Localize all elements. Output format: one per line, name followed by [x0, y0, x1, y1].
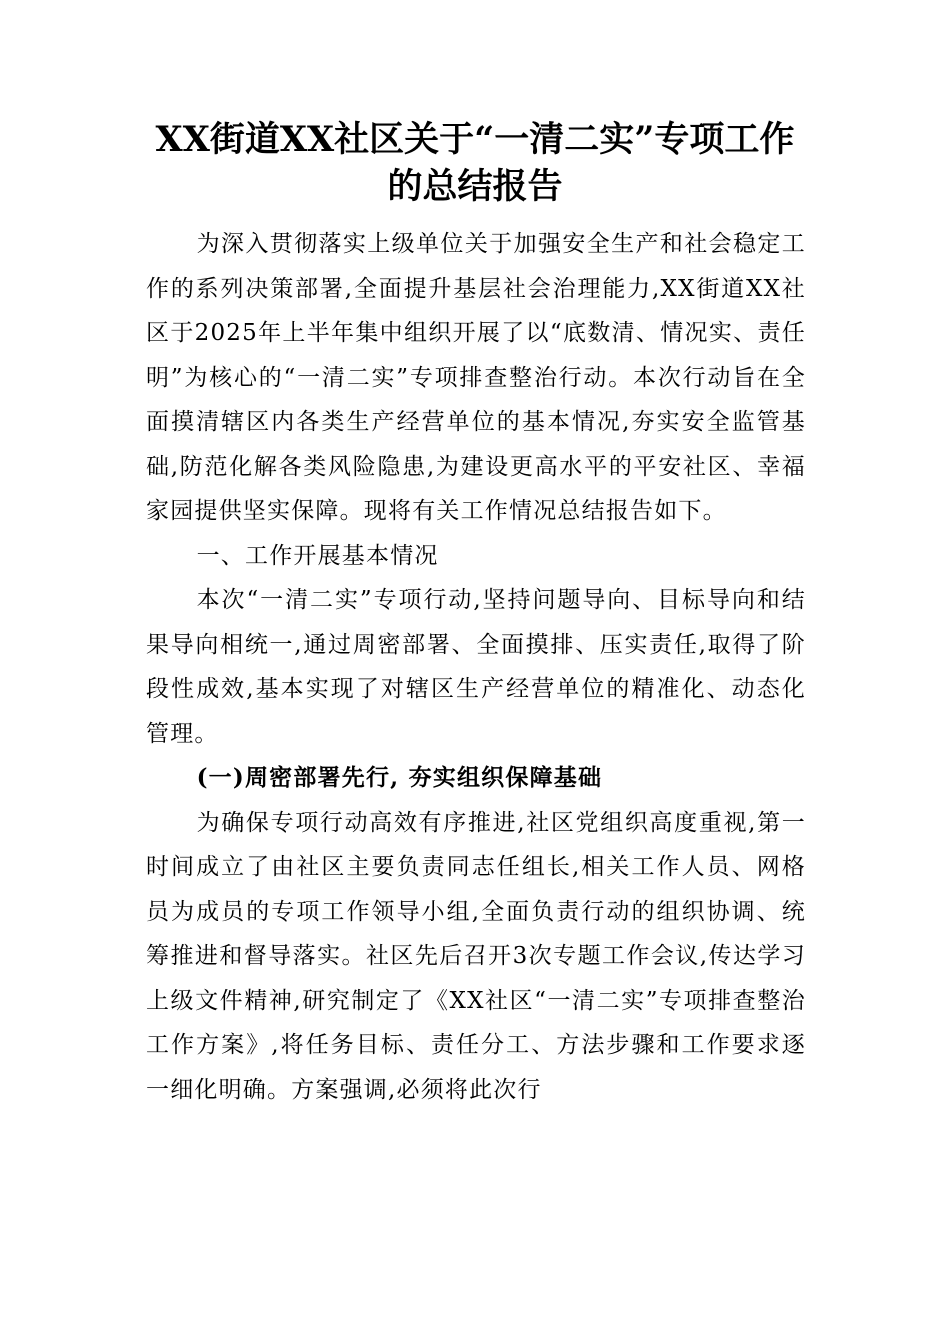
- document-title: XX街道XX社区关于“一清二实”专项工作的总结报告: [155, 119, 795, 207]
- subsection-1-paragraph: 为确保专项行动高效有序推进,社区党组织高度重视,第一时间成立了由社区主要负责同志任组长,相关工作人员、网格员为成员的专项工作领导小组,全面负责行动的组织协调、统筹推进和督导落实。社区先后召开3次专题工作会议,传达学习上级文件精神,研究制定了《XX社区“一清二实”专项排查整治工作方案》,将任务目标、责任分工、方法步骤和工作要求逐一细化明确。方案强调,必须将此次行: [146, 809, 806, 1103]
- section-1-paragraph: 本次“一清二实”专项行动,坚持问题导向、目标导向和结果导向相统一,通过周密部署、全面摸排、压实责任,取得了阶段性成效,基本实现了对辖区生产经营单位的精准化、动态化管理。: [146, 587, 806, 747]
- intro-paragraph: 为深入贯彻落实上级单位关于加强安全生产和社会稳定工作的系列决策部署,全面提升基层社会治理能力,XX街道XX社区于2025年上半年集中组织开展了以“底数清、情况实、责任明”为核心的“一清二实”专项排查整治行动。本次行动旨在全面摸清辖区内各类生产经营单位的基本情况,夯实安全监管基础,防范化解各类风险隐患,为建设更高水平的平安社区、幸福家园提供坚实保障。现将有关工作情况总结报告如下。: [146, 231, 806, 524]
- subsection-heading-1: (一)周密部署先行, 夯实组织保障基础: [196, 764, 603, 791]
- document-body: [146, 222, 806, 1112]
- section-heading-1: 一、工作开展基本情况: [196, 542, 439, 569]
